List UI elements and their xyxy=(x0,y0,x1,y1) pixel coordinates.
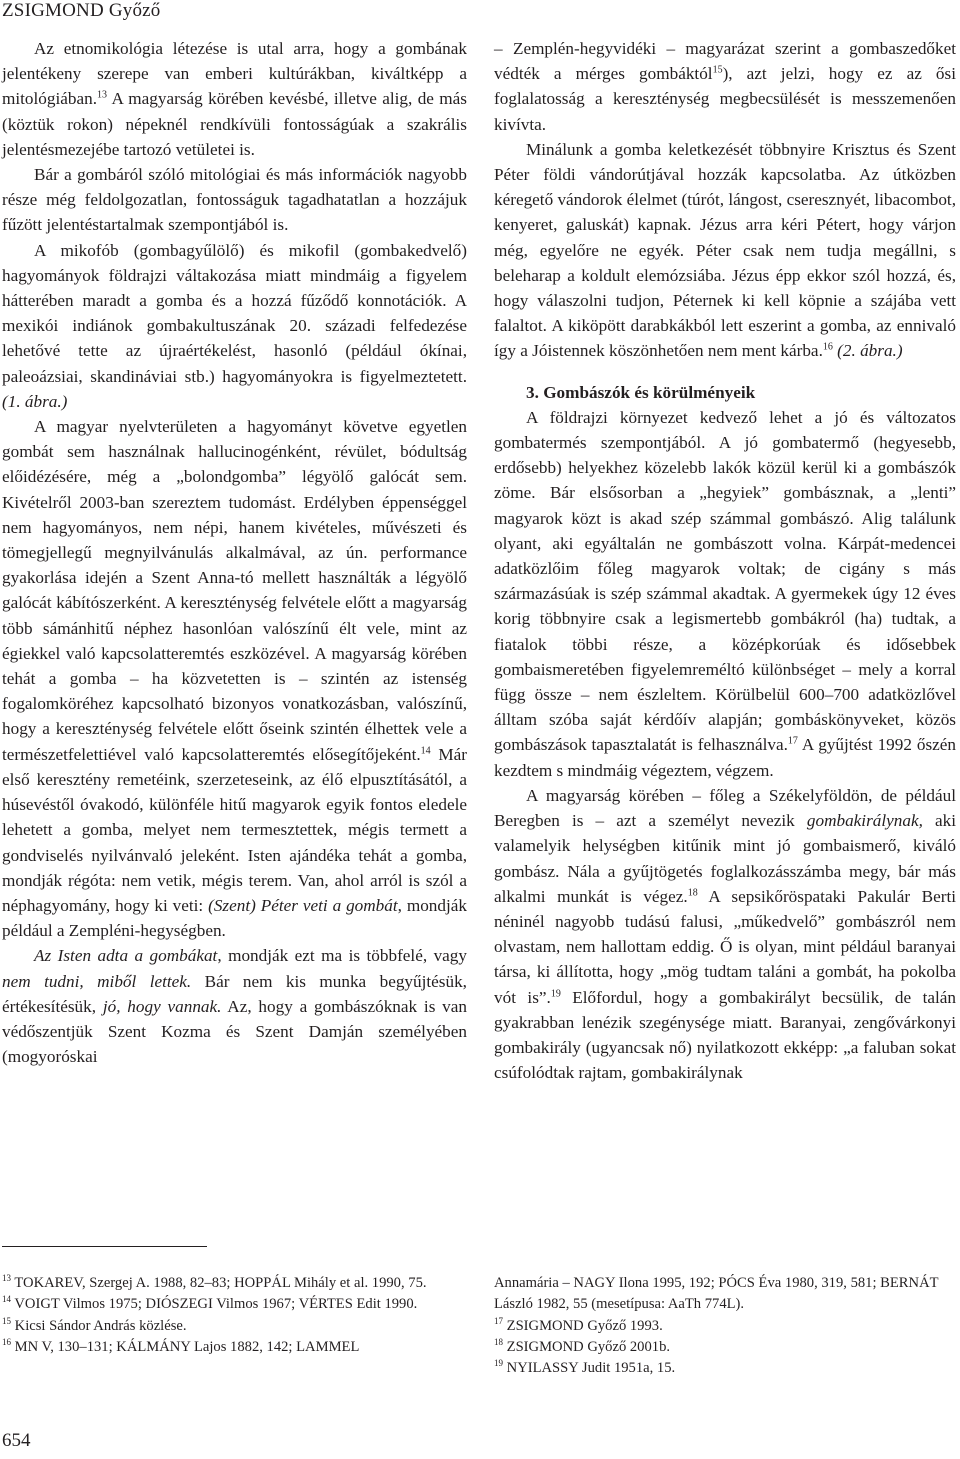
text-run: A mikofób (gombagyűlölő) és mikofil (gombakedvelő) hagyományok földrajzi váltakozása miatt mindmáig a figyelem hátterében maradt a gomba és a hozzá fűződő konnotációk. A mexikói indiánok gombakultuszának 20. századi felfedezése lehetővé tette az újraértékelést, hasonló (például ókínai, paleoázsiai, skandináviai stb.) hagyományokra is figyelmeztetett. xyxy=(2,240,467,386)
footnote xyxy=(2,1273,468,1294)
italic-run: (Szent) Péter veti a gombát xyxy=(208,895,398,915)
text-run: Az, hogy a gombászóknak is van védőszentjük Szent Kozma és Szent Damján személyében (mogyoróskai xyxy=(2,996,467,1067)
footnote-text: MN V, 130–131; KÁLMÁNY Lajos 1882, 142; LAMMEL xyxy=(14,1338,360,1355)
text-run: , mondják ezt ma is többfelé, vagy xyxy=(217,946,467,966)
paragraph xyxy=(494,137,956,364)
footnote xyxy=(2,1294,468,1315)
footnote xyxy=(2,1316,468,1337)
footnotes-left xyxy=(2,1273,468,1358)
footnote xyxy=(2,1337,468,1358)
footnote-ref-16[interactable]: 16 xyxy=(822,341,833,353)
text-run: Már első keresztény remetéink, szerzeteseink, az élő elpusztításától, a húsevéstől óvakodó, különféle hitű magyarok egyik fontos eledele lehetett a gomba, melyet nem termesztettek, mégis termett a gondviselés nyilvánvaló jeleként. Isten ajándéka tehát a gomba, mondják régóta: nem vetik, mégis terem. Van, ahol arról is szól a néphagyomány, hogy ki veti: xyxy=(2,744,467,915)
running-head: ZSIGMOND Győző xyxy=(2,0,161,21)
footnote-divider xyxy=(2,1246,207,1247)
footnote xyxy=(494,1316,956,1337)
section-heading: 3. Gombászók és körülményeik xyxy=(526,382,756,402)
footnote-number: 18 xyxy=(494,1337,503,1348)
footnote-text: ZSIGMOND Győző 1993. xyxy=(506,1317,663,1334)
footnote-number: 17 xyxy=(494,1315,503,1326)
italic-run: Az Isten adta a gombákat xyxy=(34,946,218,966)
paragraph xyxy=(494,36,956,137)
footnote-continuation: Annamária – NAGY Ilona 1995, 192; PÓCS Éva 1980, 319, 581; BERNÁT László 1982, 55 (mesetípusa: AaTh 774L). xyxy=(494,1275,939,1313)
left-column xyxy=(2,36,467,1069)
italic-run: jó, hogy vannak. xyxy=(102,996,222,1016)
italic-run: nem tudni, miből lettek. xyxy=(2,971,192,991)
right-column xyxy=(494,36,956,1085)
footnote xyxy=(494,1358,956,1379)
text-run: A sepsikőröspataki Pakulár Berti néninél nagyobb tudású falusi, „műkedvelő” gombászról nem olvastam, nem hallottam eddig. Ő is olyan, mint például baranyai társa, ki állította, hogy „mög tudtam taláni a gombát, ha pokolba vót is”. xyxy=(494,886,956,1007)
paragraph xyxy=(2,36,467,162)
footnote-text: ZSIGMOND Győző 2001b. xyxy=(506,1338,671,1355)
paragraph xyxy=(494,405,956,783)
footnote-text: NYILASSY Judit 1951a, 15. xyxy=(506,1360,676,1377)
footnote-ref-19[interactable]: 19 xyxy=(550,987,561,999)
footnote-number: 16 xyxy=(2,1337,11,1348)
footnote-ref-14[interactable]: 14 xyxy=(420,744,431,756)
footnotes-right xyxy=(494,1273,956,1379)
paragraph: Bár a gombáról szóló mitológiai és más információk nagyobb része még feldolgozatlan, fontosságuk tagadhatatlan a hozzájuk fűzött jelentéstartalmak szempontjából is. xyxy=(2,165,467,235)
text-run: A magyarság körében kevésbé, illetve alig, de más (köztük rokon) népeknél rendkívüli fontosságúak a szakrális jelentésmezejébe tartozó vetületei is. xyxy=(2,89,467,159)
footnote-text: Kicsi Sándor András közlése. xyxy=(14,1317,187,1334)
paragraph xyxy=(2,238,467,414)
footnote-ref-17[interactable]: 17 xyxy=(787,735,798,747)
footnote-ref-13[interactable]: 13 xyxy=(97,89,107,101)
figure-ref: (2. ábra.) xyxy=(837,341,903,361)
text-run: Előfordul, hogy a gombakirályt becsülik, de talán gyakrabban lenézik szegénysége miatt. Baranyai, zengővárkonyi gombakirály (ugyancsak nő) nyilatkozott ekképp: „a faluban sokat csúfolódtak rajtam, gombakirálynak xyxy=(494,987,956,1083)
paragraph xyxy=(2,414,467,943)
text-run: Minálunk a gomba keletkezését többnyire Krisztus és Szent Péter földi vándorútjával hozzák kapcsolatba. Az útközben kéregető vándorok élelmet (túrót, lángost, cseresznyét, libacombot, kenyeret, galuskát) kapnak. Jézus arra kéri Pétert, hogy várjon még, egyelőre ne egyék. Péter csak nem tudja megállni, s beleharap a koldult elemózsiába. Jézus épp ekkor szól hozzá, és, hogy válaszolni tudjon, Péternek ki kell köpnie a szájába vett falaltot. A kiköpött darabkákból lett eszerint a gomba, az ennivaló így a Jóistennek köszönhetően nem ment kárba. xyxy=(494,139,956,361)
text-run: Az etnomikológia létezése is utal arra, hogy a gombának jelentékeny szerepe van emberi kultúrákban, kiváltképp a mitológiában. xyxy=(2,39,467,109)
paragraph xyxy=(494,783,956,1085)
text-run: aki valamelyik helységben kitűnik mint jó gombaismerő, kiváló gombász. Nála a gyűjtögetés foglalkozásszámba megy, bár más alkalmi munkát is végez. xyxy=(494,811,956,906)
footnote-text: VOIGT Vilmos 1975; DIÓSZEGI Vilmos 1967; VÉRTES Edit 1990. xyxy=(14,1296,418,1313)
italic-run: gombakirálynak, xyxy=(806,811,923,831)
text-run: A gyűjtést 1992 őszén kezdtem s mindmáig végeztem, végzem. xyxy=(494,735,956,780)
footnote-text: TOKAREV, Szergej A. 1988, 82–83; HOPPÁL Mihály et al. 1990, 75. xyxy=(14,1275,427,1291)
text-run: A magyar nyelvterületen a hagyományt követve egyetlen gombát sem használnak hallucinogénként, révület, bódultság előidézésére, még a „bolondgomba” légyölő galócát sem. Kivételről 2003-ban szereztem tudomást. Erdélyben éppenséggel nem hagyományos, nem népi, hanem kivételes, művészeti és tömegjellegű megnyilvánulás alkalmával, az ún. performance gyakorlása idején a Szent Anna-tó mellett használták a légyölő galócát kábítószerként. A kereszténység felvétele előtt a magyarság több sámánhitű néphez hasonlóan valószínű élt vele, mint az égiekkel való kapcsolatteremtés eszközével. A magyarság körében tehát a gomba – ha közvetetten is – szintén az istenség fogalomköréhez kapcsolható bizonyos vonatkozásban, valószínű, hogy a kereszténység felvétele előtt őseink szintén élhettek vele a természetfelettiével való kapcsolatteremtés elősegítőjeként. xyxy=(2,417,467,764)
text-run: Bár nem kis munka begyűjtésük, értékesítésük, xyxy=(2,971,467,1016)
text-run: A magyarság körében – főleg a Székelyföldön, de például Beregben is – azt a személyt nevezik xyxy=(494,785,956,831)
footnote-number: 13 xyxy=(2,1273,11,1284)
footnote-number: 15 xyxy=(2,1315,11,1326)
paragraph xyxy=(2,943,467,1069)
figure-ref: (1. ábra.) xyxy=(2,391,68,411)
page-number: 654 xyxy=(2,1430,31,1451)
footnote xyxy=(494,1337,956,1358)
footnote-ref-15[interactable]: 15 xyxy=(712,64,723,76)
text-run: ), azt jelzi, hogy ez az ősi foglalatosság a kereszténység megbecsülését is messzemenően kivívta. xyxy=(494,64,956,134)
text-run: – Zemplén-hegyvidéki – magyarázat szerint a gombaszedőket védték a mérges gombáktól xyxy=(494,39,956,84)
text-run: , mondják például a Zempléni-hegységben. xyxy=(2,895,467,941)
footnote-number: 14 xyxy=(2,1294,11,1305)
footnote-number: 19 xyxy=(494,1358,503,1369)
footnote-ref-18[interactable]: 18 xyxy=(687,886,698,898)
text-run: A földrajzi környezet kedvező lehet a jó és változatos gombatermés szempontjából. A jó gombatermő (hegyesebb, erdősebb) helyekhez közelebb lakók közül kerül ki a gombászók zöme. Bár elsősorban a „hegyiek” gombásznak, a „lenti” magyarok közt is akad szép számmal gombászó. Alig találunk olyant, aki egyáltalán ne gombászott volna. Kárpát-medencei adatközlőim főleg magyarok voltak; de cigány s más származásúak is szép számmal akadtak. A gyermekek úgy 12 éves korig többnyire csak a legismertebb gombákról (ha) tudtak, a fiatalok többi része, a középkorúak és idősebbek gombaismeretében figyelemreméltó különbséget – mely a korral függ össze – nem észleltem. Körülbelül 600–700 adatközlővel álltam szóba saját kérdőív alapján; gombáskönyveket, közös gombászások tapasztalatát is felhasználva. xyxy=(494,407,956,755)
